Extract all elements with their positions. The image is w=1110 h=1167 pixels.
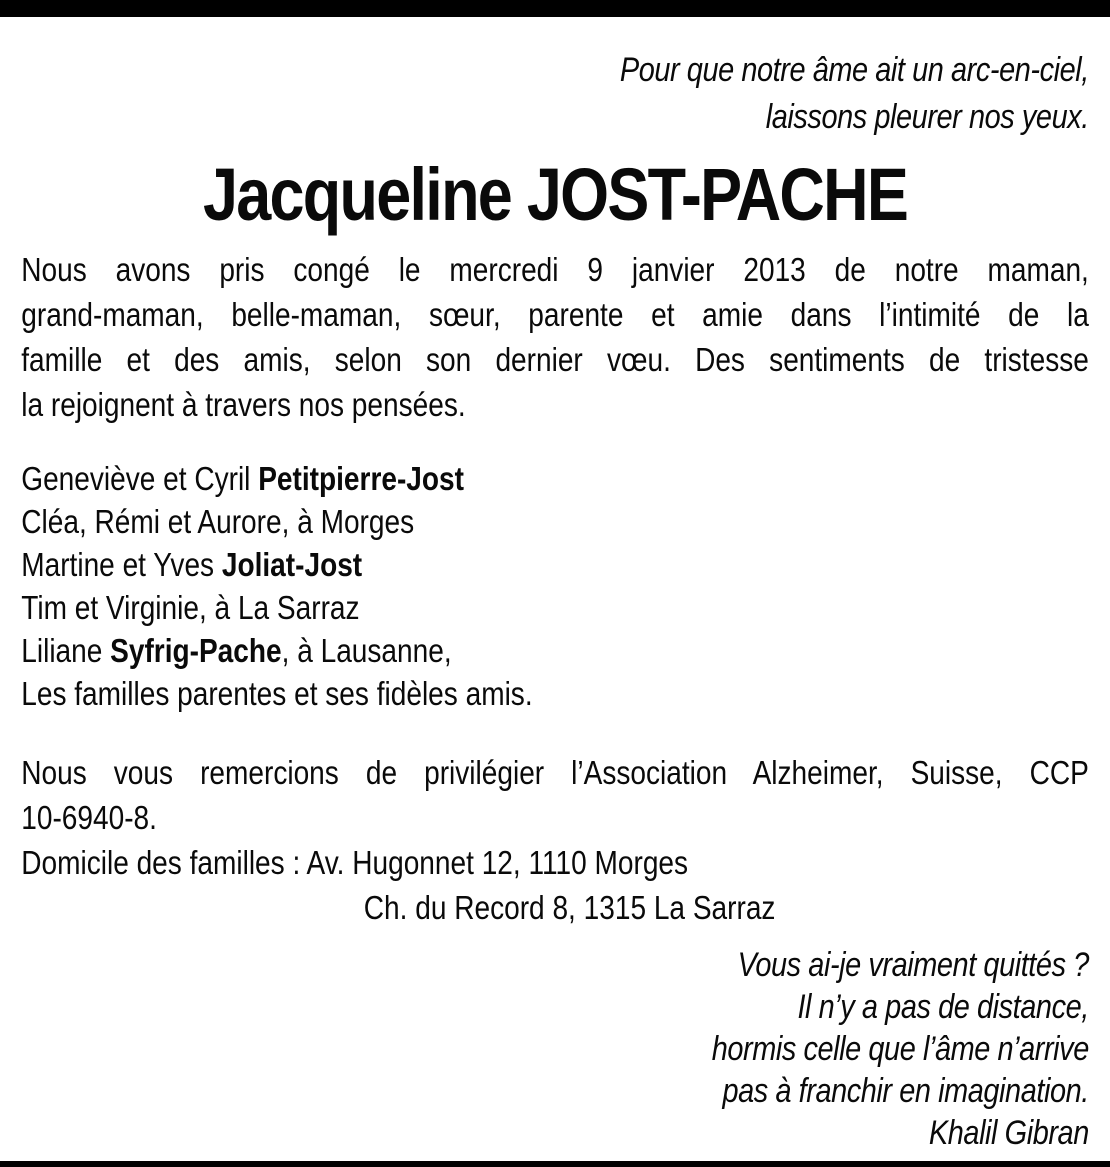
family-line-text: Les familles parentes et ses fidèles amis. [21,675,533,712]
top-border-rule [0,0,1110,17]
family-surname: Syfrig-Pache [110,632,282,669]
closing-quote-line: Il n’y a pas de distance, [797,988,1089,1026]
closing-quote-line: hormis celle que l’âme n’arrive [711,1030,1089,1068]
family-line [21,500,1089,543]
family-line-text: Liliane [21,632,111,669]
closing-quote-line: pas à franchir en imagination. [722,1072,1089,1110]
family-line [21,543,1089,586]
donation-info [21,750,1089,930]
family-list [21,457,1089,715]
family-surname: Joliat-Jost [221,546,363,583]
family-line [21,457,1089,500]
bottom-border-rule [0,1161,1110,1167]
family-line-text: Tim et Virginie, à La Sarraz [21,589,360,626]
family-surname: Petitpierre-Jost [258,460,464,497]
domicile-line: Domicile des familles : Av. Hugonnet 12, 1110 Morges [21,844,689,881]
domicile-line: Ch. du Record 8, 1315 La Sarraz [363,889,776,926]
deceased-name-title: Jacqueline JOST-PACHE [202,153,908,236]
donation-line: Nous vous remercions de privilégier l’Association Alzheimer, Suisse, CCP [21,754,1089,791]
family-line-text: Geneviève et Cyril [21,460,259,497]
family-line [21,672,1089,715]
announcement-line: grand-maman, belle-maman, sœur, parente et amie dans l’intimité de la [21,296,1089,333]
family-line [21,629,1089,672]
announcement-line: Nous avons pris congé le mercredi 9 janvier 2013 de notre maman, [21,251,1089,288]
opening-quote-line: Pour que notre âme ait un arc-en-ciel, [619,51,1089,89]
family-line-text: Cléa, Rémi et Aurore, à Morges [21,503,415,540]
announcement-line: famille et des amis, selon son dernier vœu. Des sentiments de tristesse [21,341,1089,378]
closing-quote-line: Vous ai-je vraiment quittés ? [737,946,1089,984]
family-line-text: , à Lausanne, [281,632,452,669]
ccp-number: 10-6940-8. [21,799,157,836]
announcement-line: la rejoignent à travers nos pensées. [21,386,466,423]
quote-author: Khalil Gibran [928,1114,1089,1152]
family-line [21,586,1089,629]
opening-quote [21,47,1089,141]
closing-quote [21,944,1089,1154]
family-line-text: Martine et Yves [21,546,222,583]
opening-quote-line: laissons pleurer nos yeux. [765,98,1089,136]
announcement-paragraph [21,247,1089,427]
